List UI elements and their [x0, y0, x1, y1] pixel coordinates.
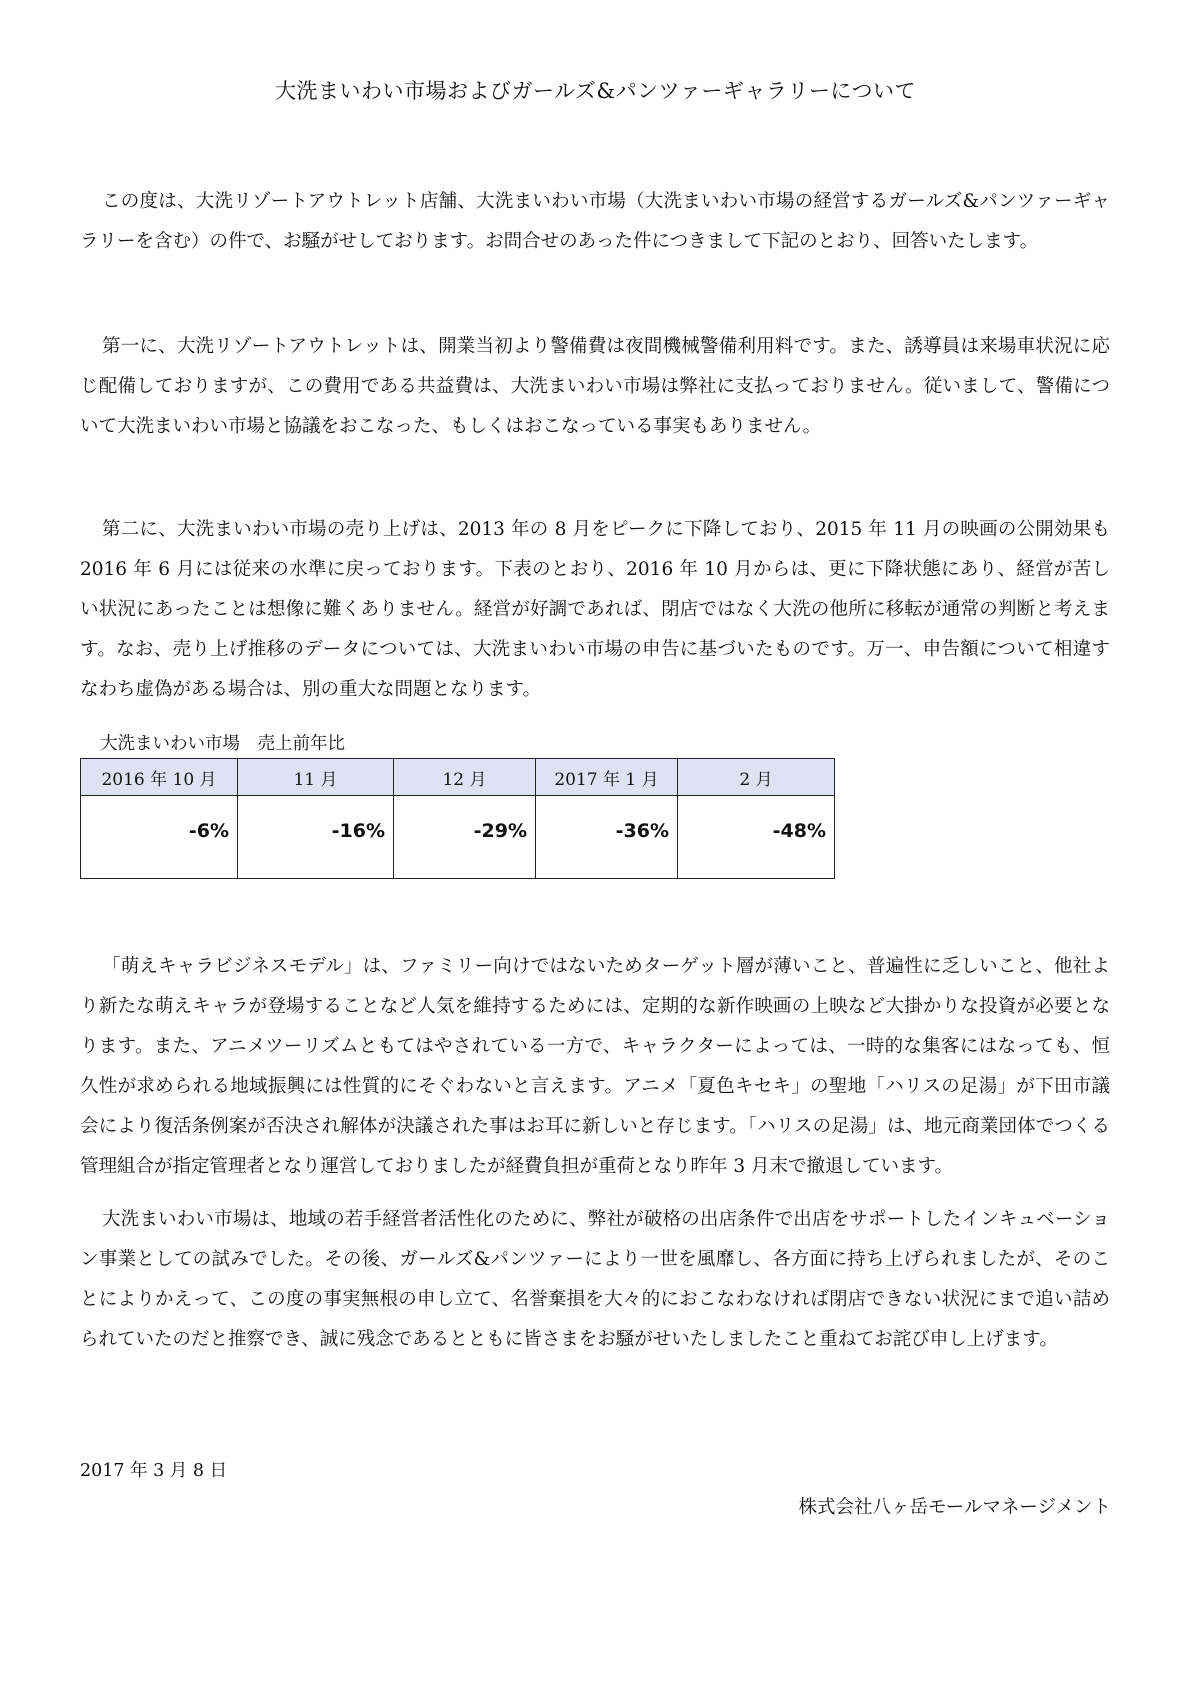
- table-value-cell: -48%: [678, 796, 835, 879]
- paragraph-security: 第一に、大洗リゾートアウトレットは、開業当初より警備費は夜間機械警備利用料です。また、誘導員は来場車状況に応じ配備しておりますが、この費用である共益費は、大洗まいわい市場は弊社に支払っておりません。従いまして、警備について大洗まいわい市場と協議をおこなった、もしくはおこなっている事実もありません。: [80, 336, 1110, 437]
- table-header-cell: 2 月: [678, 759, 835, 796]
- company-name: 株式会社八ヶ岳モールマネージメント: [798, 1497, 1111, 1518]
- table-header-cell: 2016 年 10 月: [81, 759, 238, 796]
- table-row: [81, 796, 835, 879]
- table-caption: 大洗まいわい市場 売上前年比: [100, 734, 345, 754]
- paragraph-business-model: 「萌えキャラビジネスモデル」は、ファミリー向けではないためターゲット層が薄いこと、普遍性に乏しいこと、他社より新たな萌えキャラが登場することなど人気を維持するためには、定期的な新作映画の上映など大掛かりな投資が必要となります。また、アニメツーリズムともてはやされている一方で、キャラクターによっては、一時的な集客にはなっても、恒久性が求められる地域振興には性質的にそぐわないと言えます。アニメ「夏色キセキ」の聖地「ハリスの足湯」が下田市議会により復活条例案が否決され解体が決議された事はお耳に新しいと存じます。「ハリスの足湯」は、地元商業団体でつくる管理組合が指定管理者となり運営しておりましたが経費負担が重荷となり昨年 3 月末で撤退しています。: [80, 956, 1110, 1177]
- sales-yoy-table: [80, 758, 835, 879]
- table-value-cell: -6%: [81, 796, 238, 879]
- document-title: 大洗まいわい市場およびガールズ&パンツァーギャラリーについて: [274, 79, 916, 103]
- table-header-cell: 11 月: [238, 759, 394, 796]
- paragraph-sales: 第二に、大洗まいわい市場の売り上げは、2013 年の 8 月をピークに下降しており、2015 年 11 月の映画の公開効果も 2016 年 6 月には従来の水準に戻っております。下表のとおり、2016 年 10 月からは、更に下降状態にあり、経営が苦しい状況にあったことは想像に難くありません。経営が好調であれば、閉店ではなく大洗の他所に移転が通常の判断と考えます。なお、売り上げ推移のデータについては、大洗まいわい市場の申告に基づいたものです。万一、申告額について相違すなわち虚偽がある場合は、別の重大な問題となります。: [80, 519, 1110, 700]
- paragraph-intro: この度は、大洗リゾートアウトレット店舗、大洗まいわい市場（大洗まいわい市場の経営するガールズ&パンツァーギャラリーを含む）の件で、お騒がせしております。お問合せのあった件につきまして下記のとおり、回答いたします。: [80, 191, 1110, 252]
- table-header-row: [81, 759, 835, 796]
- document-date: 2017 年 3 月 8 日: [80, 1461, 228, 1481]
- table-header-cell: 2017 年 1 月: [536, 759, 678, 796]
- table-value-cell: -29%: [394, 796, 536, 879]
- table-value-cell: -36%: [536, 796, 678, 879]
- table-value-cell: -16%: [238, 796, 394, 879]
- table-header-cell: 12 月: [394, 759, 536, 796]
- paragraph-closing: 大洗まいわい市場は、地域の若手経営者活性化のために、弊社が破格の出店条件で出店をサポートしたインキュベーション事業としての試みでした。その後、ガールズ&パンツァーにより一世を風靡し、各方面に持ち上げられましたが、そのことによりかえって、この度の事実無根の申し立て、名誉棄損を大々的におこなわなければ閉店できない状況にまで追い詰められていたのだと推察でき、誠に残念であるとともに皆さまをお騒がせいたしましたこと重ねてお詫び申し上げます。: [80, 1209, 1110, 1350]
